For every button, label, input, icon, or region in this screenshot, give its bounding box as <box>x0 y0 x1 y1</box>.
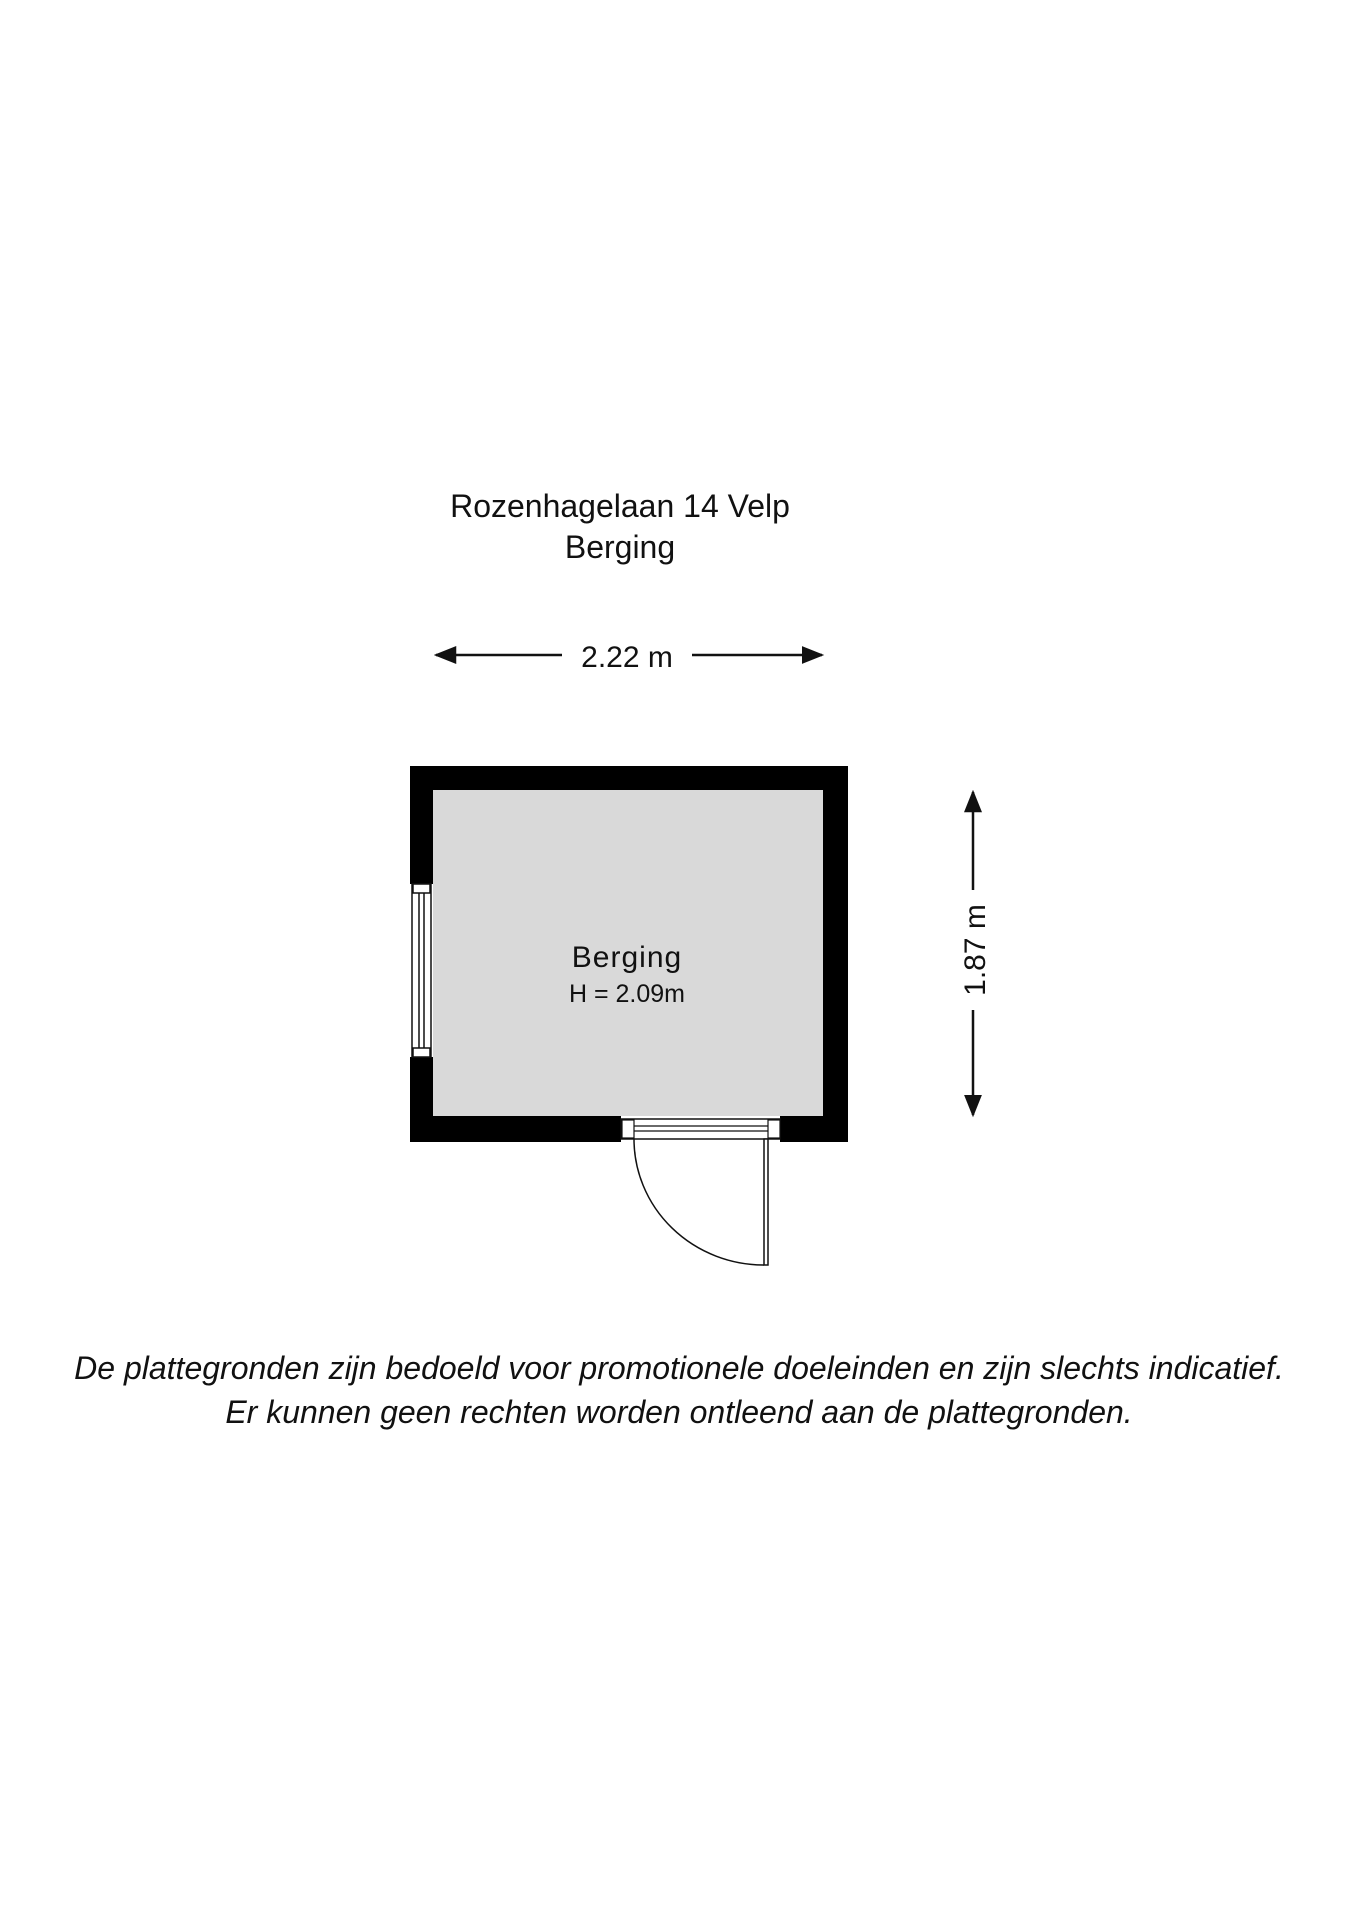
door-jamb-right <box>768 1120 780 1138</box>
wall-top <box>410 766 848 790</box>
plan-floor-name: Berging <box>564 529 676 565</box>
room-height: H = 2.09m <box>568 980 686 1008</box>
width-dimension <box>436 641 822 674</box>
plan-address: Rozenhagelaan 14 Velp <box>450 488 790 524</box>
wall-right <box>823 766 848 1142</box>
door-jamb-left <box>622 1120 634 1138</box>
door-swing-arc <box>634 1139 764 1265</box>
disclaimer-line-1: De plattegronden zijn bedoeld voor promotionele doeleinden en zijn slechts indicatief. <box>74 1350 1284 1386</box>
disclaimer-line-2: Er kunnen geen rechten worden ontleend aan de plattegronden. <box>225 1394 1133 1430</box>
window <box>412 884 431 1057</box>
door-threshold <box>621 1119 780 1139</box>
window-jamb-top <box>413 884 430 893</box>
width-dimension-label: 2.22 m <box>581 641 673 674</box>
door-leaf <box>764 1139 768 1265</box>
door <box>621 1119 780 1265</box>
window-jamb-bottom <box>413 1048 430 1057</box>
window-frame <box>412 884 431 1057</box>
depth-dimension <box>959 792 992 1115</box>
wall-bottom-right <box>780 1116 848 1142</box>
wall-bottom-left <box>410 1116 621 1142</box>
room-name: Berging <box>571 941 683 974</box>
depth-dimension-label: 1.87 m <box>959 904 992 996</box>
wall-left-upper <box>410 766 433 884</box>
